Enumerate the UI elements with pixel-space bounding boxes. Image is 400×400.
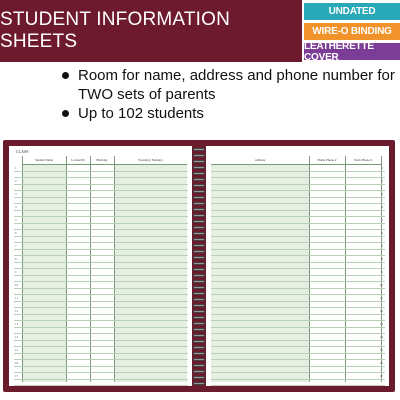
left-page xyxy=(9,146,192,386)
binding-coil xyxy=(193,346,205,349)
bullet-text: Up to 102 students xyxy=(78,105,204,122)
bullet-dot-icon xyxy=(62,110,69,117)
binding-coil xyxy=(193,370,205,373)
binding-coil xyxy=(193,226,205,229)
binding-coil xyxy=(193,304,205,307)
planner-book-image xyxy=(3,140,395,392)
binding-coil xyxy=(193,244,205,247)
binding-coil xyxy=(193,280,205,283)
feature-badges xyxy=(304,3,400,63)
column-header: Work Phone # xyxy=(345,156,381,165)
row-number: 2 xyxy=(15,179,17,183)
wire-o-binding xyxy=(192,144,206,388)
binding-coil xyxy=(193,196,205,199)
binding-coil xyxy=(193,310,205,313)
feature-bullet-list xyxy=(56,66,396,123)
row-number: 1 xyxy=(381,166,383,170)
row-number: 6 xyxy=(381,231,383,235)
binding-coil xyxy=(193,322,205,325)
row-number: 5 xyxy=(381,218,383,222)
binding-coil xyxy=(193,220,205,223)
row-number: 17 xyxy=(380,374,383,378)
binding-coil xyxy=(193,328,205,331)
page-title: STUDENT INFORMATION SHEETS xyxy=(0,9,231,52)
binding-coil xyxy=(193,334,205,337)
row-number: 13 xyxy=(15,322,18,326)
binding-coil xyxy=(193,160,205,163)
row-number: 7 xyxy=(381,244,383,248)
row-number: 11 xyxy=(380,296,383,300)
column-header: Student Name xyxy=(22,156,66,165)
bullet-text: Room for name, address and phone number for TWO sets of parents xyxy=(78,67,395,103)
row-number: 11 xyxy=(15,296,18,300)
column-header: Birthday xyxy=(90,156,114,165)
row-number: 10 xyxy=(15,283,18,287)
row-number: 5 xyxy=(15,218,17,222)
right-page xyxy=(206,146,389,386)
binding-coil xyxy=(193,340,205,343)
badge-wire-o-binding: WIRE-O BINDING xyxy=(304,23,400,40)
binding-coil xyxy=(193,256,205,259)
class-label: CLASS xyxy=(16,149,29,154)
binding-coil xyxy=(193,148,205,151)
row-number: 1 xyxy=(15,166,17,170)
table-row xyxy=(14,379,188,387)
binding-coil xyxy=(193,190,205,193)
binding-coil xyxy=(193,166,205,169)
binding-coil xyxy=(193,292,205,295)
binding-coil xyxy=(193,358,205,361)
row-number: 14 xyxy=(380,335,383,339)
row-number: 3 xyxy=(15,192,17,196)
binding-coil xyxy=(193,268,205,271)
row-number: 10 xyxy=(380,283,383,287)
binding-coil xyxy=(193,274,205,277)
row-number: 4 xyxy=(15,205,17,209)
row-number: 16 xyxy=(380,361,383,365)
column-header: Parent(s)/ Name(s) xyxy=(114,156,187,165)
bullet-dot-icon xyxy=(62,72,69,79)
row-number: 4 xyxy=(381,205,383,209)
column-header: Locker/ID xyxy=(66,156,90,165)
binding-coil xyxy=(193,352,205,355)
binding-coil xyxy=(193,262,205,265)
binding-coil xyxy=(193,172,205,175)
binding-coil xyxy=(193,208,205,211)
row-number: 16 xyxy=(15,361,18,365)
row-number: 12 xyxy=(380,309,383,313)
binding-coil xyxy=(193,214,205,217)
row-number: 13 xyxy=(380,322,383,326)
binding-coil xyxy=(193,238,205,241)
row-number: 17 xyxy=(15,374,18,378)
row-number: 15 xyxy=(380,348,383,352)
row-number: 3 xyxy=(381,192,383,196)
binding-coil xyxy=(193,250,205,253)
badge-undated: UNDATED xyxy=(304,3,400,20)
column-header: Home Phone # xyxy=(309,156,345,165)
row-number: 14 xyxy=(15,335,18,339)
row-number: 7 xyxy=(15,244,17,248)
binding-coil xyxy=(193,232,205,235)
row-number: 8 xyxy=(381,257,383,261)
row-number: 6 xyxy=(15,231,17,235)
binding-coil xyxy=(193,364,205,367)
row-number: 9 xyxy=(381,270,383,274)
binding-coil xyxy=(193,316,205,319)
binding-coil xyxy=(193,202,205,205)
left-page-grid xyxy=(14,156,188,382)
table-row xyxy=(211,379,385,387)
binding-coil xyxy=(193,154,205,157)
binding-coil xyxy=(193,286,205,289)
right-page-grid xyxy=(211,156,385,382)
row-number: 8 xyxy=(15,257,17,261)
row-number: 12 xyxy=(15,309,18,313)
bullet-item xyxy=(56,66,396,104)
badge-leatherette-cover: LEATHERETTE COVER xyxy=(304,43,400,60)
binding-coil xyxy=(193,376,205,379)
row-number: 2 xyxy=(381,179,383,183)
bullet-item xyxy=(56,104,396,123)
binding-coil xyxy=(193,178,205,181)
binding-coil xyxy=(193,184,205,187)
row-number: 15 xyxy=(15,348,18,352)
row-number: 9 xyxy=(15,270,17,274)
binding-coil xyxy=(193,298,205,301)
binding-coil xyxy=(193,382,205,385)
column-header: Address xyxy=(211,156,309,165)
